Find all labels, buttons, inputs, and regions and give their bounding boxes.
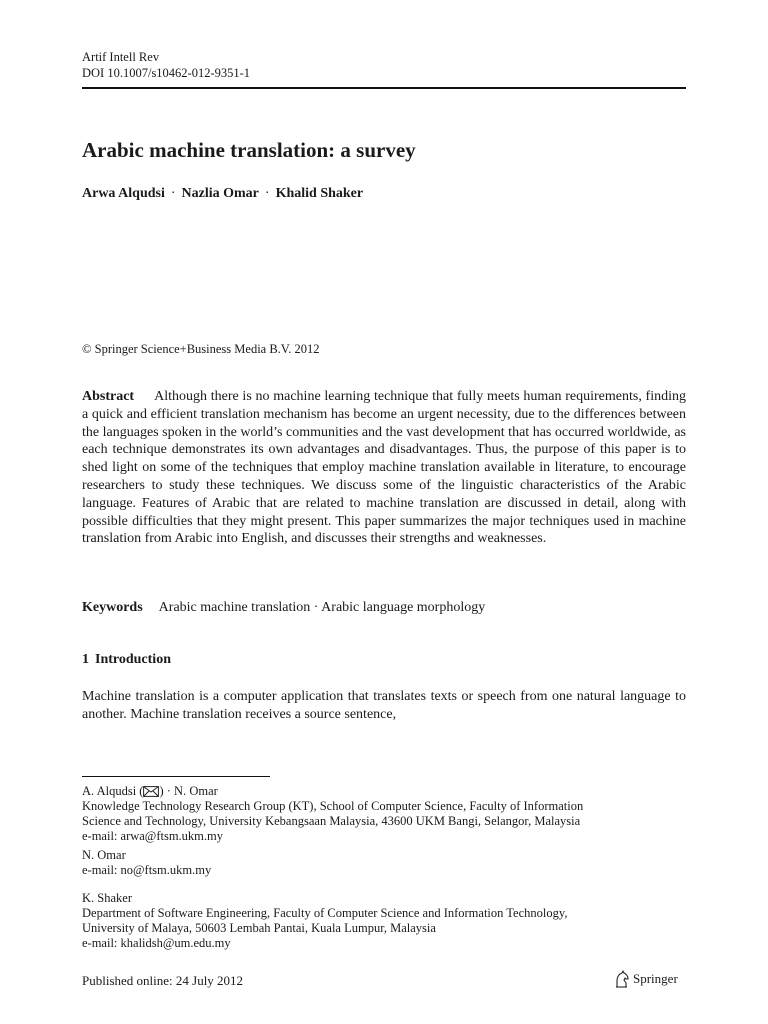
abstract-text: Although there is no machine learning technique that fully meets human requirements, finding a quick and efficient translation mechanism has become an urgent necessity, due to the differences between the languages spoken in the world’s communities and the vast development that has occurred worldwide, as each technique demonstrates its own advantages and disadvantages. Thus, the purpose of this paper is to shed light on some of the techniques that employ machine translation available in literature, to encourage researchers to study these techniques. We discuss some of the linguistic characteristics of the Arabic language. Features of Arabic that are related to machine translation are discussed in detail, along with possible difficulties that they might present. This paper summarizes the major techniques used in machine translation from Arabic into English, and discusses their strengths and weaknesses. [82,389,686,547]
affiliation-line: Knowledge Technology Research Group (KT), School of Computer Science, Faculty of Information [82,799,584,813]
section-body: Machine translation is a computer application that translates texts or speech from one natural language to another. Machine translation receives a source sentence, [82,689,686,722]
keywords-text: Arabic machine translation · Arabic language morphology [158,600,486,615]
author-name: Nazlia Omar [181,186,259,201]
author-separator: · [170,186,176,201]
author-list [82,186,363,202]
section-title: Introduction [95,652,171,667]
affiliation-line: Department of Software Engineering, Faculty of Computer Science and Information Technology, [82,906,568,920]
affiliation-line: University of Malaya, 50603 Lembah Pantai, Kuala Lumpur, Malaysia [82,921,436,935]
abstract [82,388,686,548]
affiliation-name: K. Shaker [82,891,132,905]
affiliation-email: e-mail: khalidsh@um.edu.my [82,936,231,950]
journal-name: Artif Intell Rev [82,50,160,64]
publisher-logo [614,970,678,988]
affiliation-block [82,891,686,951]
abstract-label: Abstract [82,389,135,404]
author-name: Khalid Shaker [275,186,364,201]
journal-doi: DOI 10.1007/s10462-012-9351-1 [82,66,251,80]
author-name: Arwa Alqudsi [82,186,165,201]
copyright-notice: © Springer Science+Business Media B.V. 2012 [82,342,320,356]
section-number: 1 [82,652,89,667]
journal-header [82,49,250,81]
keywords [82,600,485,616]
keywords-label: Keywords [82,600,143,615]
affiliation-email: e-mail: arwa@ftsm.ukm.my [82,829,223,843]
footnote-rule [82,776,270,777]
affiliation-name: N. Omar [82,848,126,862]
publisher-name: Springer [633,971,678,986]
affiliation-names: A. Alqudsi ( ) · N. Omar [82,784,218,798]
author-separator: · [264,186,270,201]
paper-title: Arabic machine translation: a survey [82,138,416,162]
affiliation-line: Science and Technology, University Kebangsaan Malaysia, 43600 UKM Bangi, Selangor, Malaysia [82,814,581,828]
envelope-icon [143,786,159,797]
affiliation-block [82,848,686,878]
header-rule [82,87,686,89]
springer-horse-icon [614,970,630,988]
section-heading [82,652,171,668]
affiliation-email: e-mail: no@ftsm.ukm.my [82,863,212,877]
published-date: Published online: 24 July 2012 [82,973,244,988]
affiliation-block [82,784,686,844]
